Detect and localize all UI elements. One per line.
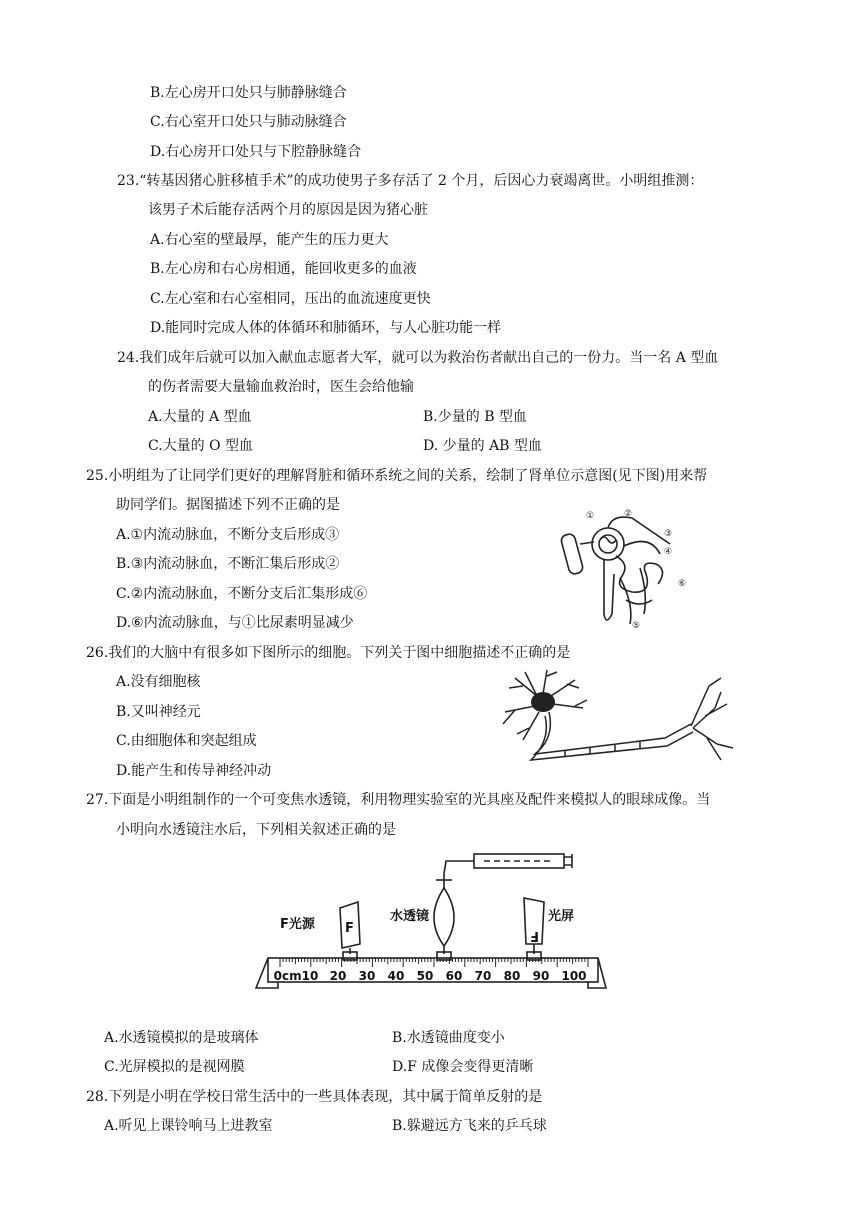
q27-option-d: D.F 成像会变得更清晰 bbox=[392, 1059, 534, 1075]
q28-option-a: A.听见上课铃响马上进教室 bbox=[104, 1118, 273, 1134]
q23-option-d: D.能同时完成人体的体循环和肺循环，与人心脏功能一样 bbox=[150, 320, 502, 336]
ruler-label-100: 100 bbox=[561, 969, 587, 983]
nephron-label-3: ③ bbox=[663, 529, 673, 539]
nephron-label-2: ② bbox=[623, 509, 633, 519]
q23-stem-line1: 23.“转基因猪心脏移植手术”的成功使男子多存活了 2 个月，后因心力衰竭离世。小明组推测： bbox=[117, 173, 704, 189]
q27-option-b: B.水透镜曲度变小 bbox=[392, 1030, 505, 1046]
q23-stem-line2: 该男子术后能存活两个月的原因是因为猪心脏 bbox=[148, 202, 428, 218]
q26-stem: 26.我们的大脑中有很多如下图所示的细胞。下列关于图中细胞描述不正确的是 bbox=[86, 645, 571, 661]
q25-stem-line1: 25.小明组为了让同学们更好的理解肾脏和循环系统之间的关系，绘制了肾单位示意图(见下图)用来帮 bbox=[86, 468, 708, 484]
q26-option-d: D.能产生和传导神经冲动 bbox=[116, 763, 272, 779]
ruler-label-80: 80 bbox=[503, 969, 521, 983]
q28-stem: 28.下列是小明在学校日常生活中的一些具体表现，其中属于简单反射的是 bbox=[86, 1089, 543, 1105]
q27-option-a: A.水透镜模拟的是玻璃体 bbox=[104, 1030, 259, 1046]
neuron-diagram bbox=[495, 668, 735, 768]
light-source-letter: F bbox=[345, 921, 354, 936]
q26-option-c: C.由细胞体和突起组成 bbox=[116, 733, 257, 749]
nephron-label-1: ① bbox=[585, 511, 595, 521]
ruler-label-20: 20 bbox=[329, 969, 347, 983]
light-source-label: F光源 bbox=[280, 917, 315, 932]
q25-stem-line2: 助同学们。据图描述下列不正确的是 bbox=[116, 497, 340, 513]
ruler-label-70: 70 bbox=[474, 969, 492, 983]
q24-stem-line2: 的伤者需要大量输血救治时，医生会给他输 bbox=[148, 379, 414, 395]
q23-option-a: A.右心室的壁最厚，能产生的压力更大 bbox=[150, 232, 389, 248]
q27-stem-line1: 27.下面是小明组制作的一个可变焦水透镜，利用物理实验室的光具座及配件来模拟人的眼球成像。当 bbox=[86, 792, 711, 808]
q27-option-c: C.光屏模拟的是视网膜 bbox=[104, 1059, 245, 1075]
q26-option-a: A.没有细胞核 bbox=[116, 674, 201, 690]
q25-option-b: B.③内流动脉血，不断汇集后形成② bbox=[116, 556, 340, 572]
nephron-label-4: ④ bbox=[663, 547, 673, 557]
q27-stem-line2: 小明向水透镜注水后，下列相关叙述正确的是 bbox=[116, 822, 396, 838]
q22-option-c: C.右心室开口处只与肺动脉缝合 bbox=[150, 114, 347, 130]
q25-option-c: C.②内流动脉血，不断分支后汇集形成⑥ bbox=[116, 586, 368, 602]
q23-option-c: C.左心室和右心室相同，压出的血流速度更快 bbox=[150, 291, 431, 307]
ruler-label-60: 60 bbox=[445, 969, 463, 983]
q24-stem-line1: 24.我们成年后就可以加入献血志愿者大军，就可以为救治伤者献出自己的一份力。当一名 A 型血 bbox=[117, 350, 719, 366]
q22-option-d: D.右心房开口处只与下腔静脉缝合 bbox=[150, 144, 362, 160]
q26-option-b: B.又叫神经元 bbox=[116, 704, 201, 720]
ruler-label-30: 30 bbox=[358, 969, 376, 983]
q24-option-b: B.少量的 B 型血 bbox=[423, 409, 527, 425]
nephron-label-6: ⑥ bbox=[677, 579, 687, 589]
screen-label: 光屏 bbox=[548, 909, 575, 924]
ruler-label-40: 40 bbox=[387, 969, 405, 983]
q24-option-c: C.大量的 O 型血 bbox=[148, 438, 254, 454]
optical-bench-diagram bbox=[248, 848, 608, 994]
q28-option-b: B.躲避远方飞来的乒乓球 bbox=[392, 1118, 547, 1134]
ruler-label-0: 0cm10 bbox=[273, 969, 319, 983]
q25-option-d: D.⑥内流动脉血，与①比尿素明显减少 bbox=[116, 615, 354, 631]
q22-option-b: B.左心房开口处只与肺静脉缝合 bbox=[150, 85, 347, 101]
q25-option-a: A.①内流动脉血，不断分支后形成③ bbox=[116, 527, 340, 543]
ruler-label-50: 50 bbox=[416, 969, 434, 983]
ruler-label-90: 90 bbox=[532, 969, 550, 983]
nephron-label-5: ⑤ bbox=[631, 621, 641, 631]
screen-image-letter: F bbox=[530, 928, 539, 943]
nephron-diagram bbox=[560, 504, 690, 634]
q24-option-d: D. 少量的 AB 型血 bbox=[423, 438, 542, 454]
water-lens-label: 水透镜 bbox=[390, 909, 430, 924]
q23-option-b: B.左心房和右心房相通，能回收更多的血液 bbox=[150, 261, 417, 277]
q24-option-a: A.大量的 A 型血 bbox=[148, 409, 252, 425]
